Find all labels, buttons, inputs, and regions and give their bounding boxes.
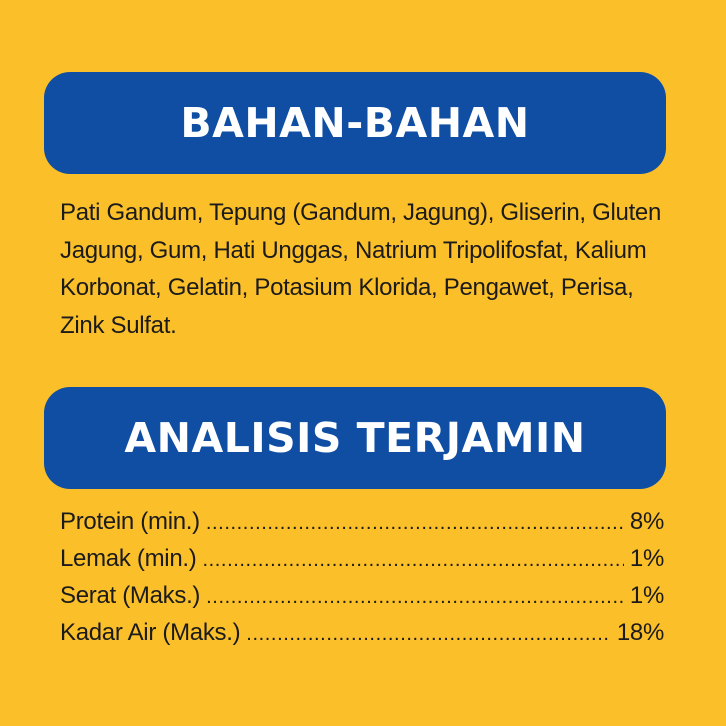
analysis-row-moisture — [60, 619, 664, 656]
analysis-value: 8% — [629, 508, 664, 535]
analysis-label: Protein (min.) — [60, 508, 200, 535]
dot-leader — [206, 512, 624, 535]
analysis-label: Serat (Maks.) — [60, 582, 201, 609]
analysis-value: 1% — [629, 582, 664, 609]
analysis-label: Kadar Air (Maks.) — [60, 619, 241, 646]
analysis-row-fat — [60, 545, 664, 582]
analysis-row-protein — [60, 508, 664, 545]
analysis-value: 1% — [629, 545, 664, 572]
analysis-row-fiber — [60, 582, 664, 619]
guaranteed-analysis-table — [60, 508, 664, 656]
ingredients-heading: BAHAN-BAHAN — [180, 99, 530, 147]
analysis-heading-banner — [44, 387, 666, 489]
analysis-heading: ANALISIS TERJAMIN — [124, 414, 586, 462]
dot-leader — [202, 549, 623, 572]
analysis-value: 18% — [616, 619, 664, 646]
analysis-label: Lemak (min.) — [60, 545, 197, 572]
ingredients-heading-banner — [44, 72, 666, 174]
dot-leader — [206, 586, 624, 609]
ingredients-list-text: Pati Gandum, Tepung (Gandum, Jagung), Gliserin, Gluten Jagung, Gum, Hati Unggas, Natrium Tripolifosfat, Kalium Korbonat, Gelatin, Potasium Klorida, Pengawet, Perisa, Zink Sulfat. — [60, 199, 662, 339]
dot-leader — [246, 623, 611, 646]
